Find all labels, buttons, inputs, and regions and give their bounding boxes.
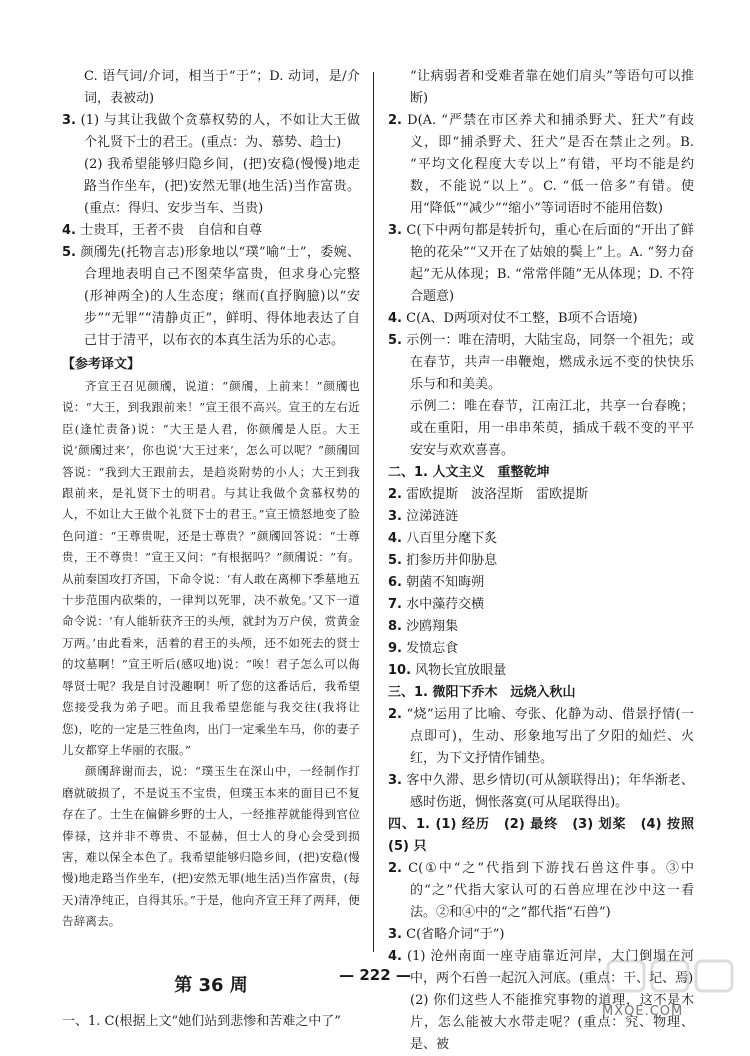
section-2-answer-9: 9. 发愤忘食 (388, 641, 459, 656)
section-2-answer-7: 7. 水中藻荇交横 (388, 597, 485, 612)
left-column (62, 66, 360, 1033)
answer-5-example-1: 5. 示例一：唯在清明，大陆宝岛，同祭一个祖先；或在春节，共声一串鞭炮，燃成永远不变的快快乐乐与和和美美。 (388, 333, 694, 392)
answer-2: 2. D(A. “严禁在市区养犬和捕杀野犬、狂犬”有歧义，即“捕杀野犬、狂犬”是否在禁止之列。B. “平均文化程度大专以上”有错，平均不能是约数，不能说“以上”。C. “低一倍多”有错。使用“降低”“减少”“缩小”等词语时不能用倍数) (388, 113, 694, 216)
section-3-answer-1: 三、1. 微阳下乔木 远烧入秋山 (388, 685, 576, 700)
section-4-answer-2: 2. C(①中“之”代指到下游找石兽这件事。③中的“之”代指大家认可的石兽应埋在沙中这一看法。②和④中的“之”都代指“石兽”) (388, 861, 695, 920)
answer-4: 4. 士贵耳，王者不贵 自信和自尊 (62, 223, 263, 238)
translation-paragraph-2: 颜斶辞谢而去，说：“璞玉生在深山中，一经制作打磨就破损了，不是说玉不宝贵，但璞玉本来的面目已不复存在了。士生在偏僻乡野的士人，一经推荐就能得到官位俸禄，这并非不尊贵、不显赫，但士人的身心会受到损害，难以保全本色了。我希望能够归隐乡间，(把)安稳(慢慢)地走路当作坐车，(把)安然无罪(地生活)当作富贵，(每天)清净纯正，自得其乐。”于是，他向齐宣王拜了两拜，便告辞离去。 (62, 764, 360, 929)
answer-5: 5. 颜斶先(托物言志)形象地以“璞”喻“士”，委婉、合理地表明自己不图荣华富贵，但求身心完整(形神两全)的人生态度；继而(直抒胸臆)以“安步”“无罪”“清静贞正”，鲜明、得体地表达了自己甘于清平，以布衣的本真生活为乐的心志。 (62, 245, 360, 348)
watermark-url: MXQE.COM (602, 1004, 684, 1019)
translation-paragraph-1: 齐宣王召见颜斶，说道：“颜斶，上前来！”颜斶也说：“大王，到我跟前来！”宣王很不高兴。宣王的左右近臣(逢忙责备)说：“大王是人君，你颜斶是人臣。大王说‘颜斶过来’，你也说‘大王过来’，怎么可以呢？”颜斶回答说：“我到大王跟前去，是趋炎附势的小人；大王到我跟前来，是礼贤下士的明君。与其让我做个贪慕权势的人，不如让大王做个礼贤下士的君王。”宣王愤怒地变了脸色问道：“王尊贵呢，还是士尊贵？”颜斶回答说：“士尊贵，王不尊贵！”宣王又问：“有根据吗？”颜斶说：“有。从前秦国攻打齐国，下命令说：‘有人敢在离柳下季墓地五十步范围内砍柴的，一律判以死罪，决不赦免。’又下一道命令说：‘有人能斩获齐王的头颅，就封为万户侯，赏黄金万两。’由此看来，活着的君王的头颅，还不如死去的贤士的坟墓啊！”宣王听后(感叹地)说：“唉！君子怎么可以侮辱贤士呢？我是自讨没趣啊！听了您的这番话后，我希望您接受我为弟子吧。而且我希望您能与我交往(我将让您)，吃的一定是三牲鱼肉，出门一定乘坐车马，你的妻子儿女都穿上华丽的衣服。” (62, 379, 360, 757)
answer-1-continued: “让病弱者和受难者靠在她们肩头”等语句可以推断) (410, 69, 694, 106)
section-2-answer-10: 10. 风物长宜放眼量 (388, 663, 507, 678)
answer-3: 3. C(下中两句都是转折句，重心在后面的“开出了鲜艳的花朵”“又开在了姑娘的鬓上”上。A. “努力奋起”无从体现；B. “常常伴随”无从体现；D. 不符合题意) (388, 223, 694, 304)
section-2-answer-8: 8. 沙鸥翔集 (388, 619, 459, 634)
section-2-answer-6: 6. 朝菌不知晦朔 (388, 575, 485, 590)
section-4-answer-1: 四、1. (1) 经历 (2) 最终 (3) 划桨 (4) 按照 (5) 只 (388, 817, 708, 854)
section-2-answer-5: 5. 扪参历井仰胁息 (388, 553, 498, 568)
answer-4: 4. C(A、D两项对仗不工整，B项不合语境) (388, 311, 638, 326)
section-2-answer-1: 二、1. 人文主义 重整乾坤 (388, 465, 550, 480)
section-4-answer-4-1: 4. (1) 沧州南面一座寺庙靠近河岸，大门倒塌在河中，两个石兽一起沉入河底。(重点：干、圮、焉) (388, 949, 694, 986)
column-divider (373, 72, 374, 952)
week36-answer-1: 一、1. C(根据上文“她们站到悲惨和苦难之中了” (62, 1013, 341, 1029)
answer-2-cd: C. 语气词/介词，相当于“于”；D. 动词，是/介词，表被动) (84, 69, 360, 106)
section-4-answer-4-2: (2) 你们这些人不能推究事物的道理，这不是木片，怎么能被大水带走呢？(重点：究、物理、是、被 (410, 993, 694, 1052)
section-2-answer-3: 3. 泣涕涟涟 (388, 509, 459, 524)
section-3-answer-2: 2. “烧”运用了比喻、夸张、化静为动、借景抒情(一点即可)，生动、形象地写出了夕阳的灿烂、火红，为下文抒情作铺垫。 (388, 707, 694, 766)
answer-3-2: (2) 我希望能够归隐乡间，(把)安稳(慢慢)地走路当作坐车，(把)安然无罪(地生活)当作富贵。(重点：得归、安步当车、当贵) (84, 157, 360, 216)
section-3-answer-3: 3. 客中久滞、思乡情切(可从颔联得出)；年华渐老、感时伤逝，惆怅落寞(可从尾联得出)。 (388, 773, 694, 810)
section-4-answer-3: 3. C(省略介词“于”) (388, 927, 505, 942)
week-title: 第 36 周 (174, 974, 248, 996)
right-column (388, 66, 708, 1056)
answer-5-example-2: 示例二：唯在春节，江南江北，共享一台春晚；或在重阳，用一串串茱萸，插成千载不变的平平安安与欢欢喜喜。 (410, 399, 694, 458)
answer-3-1: 3. (1) 与其让我做个贪慕权势的人，不如让大王做个礼贤下士的君王。(重点：为、慕势、趋士) (62, 113, 360, 150)
section-2-answer-2: 2. 雷欧提斯 波洛涅斯 雷欧提斯 (388, 487, 589, 502)
section-2-answer-4: 4. 八百里分麾下炙 (388, 531, 498, 546)
reference-translation-title: 【参考译文】 (62, 357, 141, 372)
page-number: — 222 — (339, 966, 411, 984)
